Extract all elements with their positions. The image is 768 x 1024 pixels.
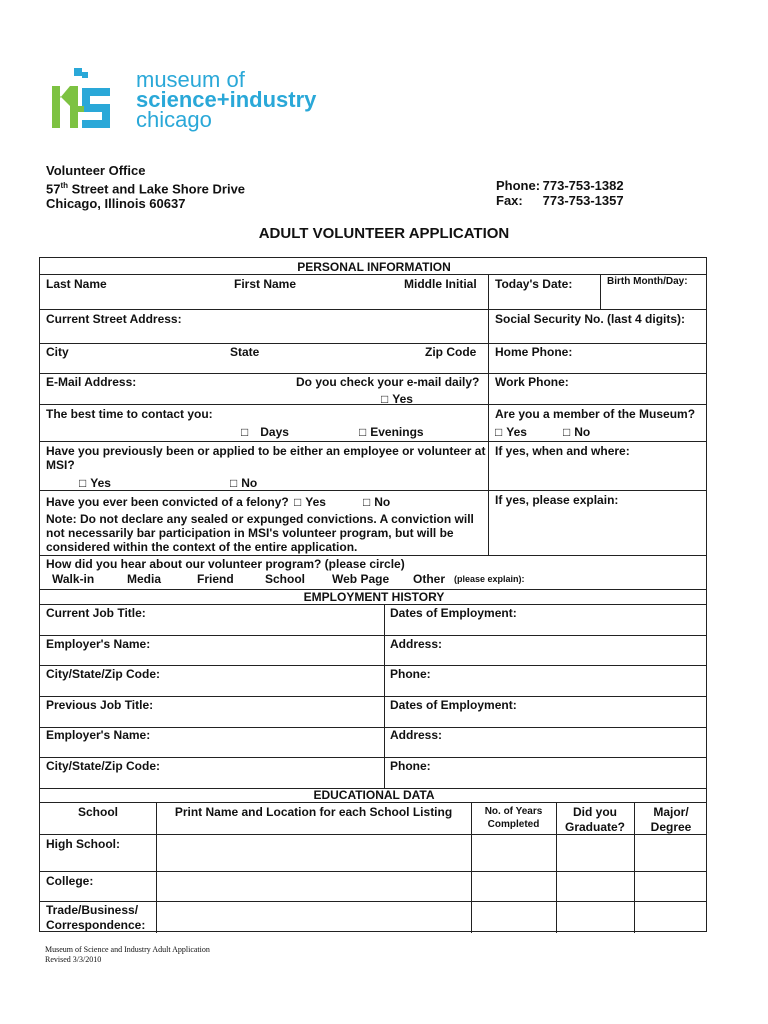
education-header: EDUCATIONAL DATA: [313, 788, 435, 802]
felony-yes[interactable]: □ Yes: [294, 495, 326, 509]
previous-no[interactable]: □ No: [230, 476, 258, 490]
please-explain-label: (please explain):: [454, 574, 525, 584]
work-phone-label: Work Phone:: [495, 375, 569, 389]
first-name-label: First Name: [234, 277, 297, 291]
ssn-label: Social Security No. (last 4 digits):: [495, 312, 686, 326]
when-where-label: If yes, when and where:: [495, 444, 630, 458]
personal-info-header: PERSONAL INFORMATION: [297, 260, 451, 274]
msi-logo-mark: [48, 66, 124, 134]
msi-logo-wordmark: [136, 67, 317, 132]
birth-label: Birth Month/Day:: [607, 276, 688, 287]
home-phone-label: Home Phone:: [495, 345, 573, 359]
previous-dates-label: Dates of Employment:: [390, 698, 517, 712]
office-city: Chicago, Illinois 60637: [46, 196, 186, 212]
office-street: 57th Street and Lake Shore Drive: [46, 181, 246, 197]
option-other[interactable]: Other: [413, 572, 446, 586]
email-daily-label: Do you check your e-mail daily?: [296, 375, 480, 389]
hear-about-label: How did you hear about our volunteer program? (please circle): [46, 557, 405, 571]
previous-job-label: Previous Job Title:: [46, 698, 154, 712]
option-walk-in[interactable]: Walk-in: [52, 572, 95, 586]
felony-label: Have you ever been convicted of a felony?: [46, 495, 289, 509]
city-label: City: [46, 345, 69, 359]
logo-line-1: museum of: [136, 67, 245, 92]
high-school-label: High School:: [46, 837, 120, 851]
best-time-days[interactable]: □ Days: [241, 425, 289, 439]
felony-no[interactable]: □ No: [363, 495, 391, 509]
previous-phone-label: Phone:: [390, 759, 431, 773]
member-label: Are you a member of the Museum?: [495, 407, 696, 421]
middle-initial-label: Middle Initial: [404, 277, 477, 291]
office-contact: [496, 178, 624, 208]
previous-employer-label: Employer's Name:: [46, 728, 151, 742]
office-name: Volunteer Office: [46, 163, 146, 178]
application-form: [39, 257, 707, 932]
option-media[interactable]: Media: [127, 572, 162, 586]
member-no[interactable]: □ No: [563, 425, 591, 439]
col-school: School: [77, 805, 118, 819]
previous-city-label: City/State/Zip Code:: [46, 759, 161, 773]
state-label: State: [230, 345, 260, 359]
previous-yes[interactable]: □ Yes: [79, 476, 111, 490]
email-daily-yes[interactable]: □ Yes: [381, 392, 413, 406]
email-label: E-Mail Address:: [46, 375, 137, 389]
zip-label: Zip Code: [425, 345, 477, 359]
document-title: ADULT VOLUNTEER APPLICATION: [258, 225, 510, 242]
current-address-label: Address:: [390, 637, 443, 651]
current-dates-label: Dates of Employment:: [390, 606, 517, 620]
felony-note: Note: Do not declare any sealed or expunged convictions. A conviction will not necessarily bar participation in MSI's volunteer program, but will be considered within the context of the entire application.: [46, 512, 474, 554]
option-web-page[interactable]: Web Page: [332, 572, 390, 586]
best-time-evenings[interactable]: □ Evenings: [359, 425, 424, 439]
street-address-label: Current Street Address:: [46, 312, 182, 326]
todays-date-label: Today's Date:: [495, 277, 573, 291]
current-city-label: City/State/Zip Code:: [46, 667, 161, 681]
current-employer-label: Employer's Name:: [46, 637, 151, 651]
office-phone: Phone: 773-753-1382: [496, 178, 624, 193]
office-address: [46, 163, 245, 211]
current-job-label: Current Job Title:: [46, 606, 146, 620]
office-fax: Fax: 773-753-1357: [496, 193, 624, 208]
footer-line-1: Museum of Science and Industry Adult Application: [45, 945, 210, 954]
logo-line-2: science+industry: [136, 87, 317, 112]
footer: [45, 945, 210, 965]
col-years: No. of Years Completed: [484, 806, 543, 830]
trade-label: Trade/Business/ Correspondence:: [46, 903, 146, 932]
last-name-label: Last Name: [46, 277, 107, 291]
employment-header: EMPLOYMENT HISTORY: [303, 590, 445, 604]
member-yes[interactable]: □ Yes: [495, 425, 527, 439]
option-school[interactable]: School: [265, 572, 306, 586]
col-graduate: Did you Graduate?: [564, 805, 625, 834]
previous-applied-label: Have you previously been or applied to be either an employee or volunteer at MSI?: [46, 444, 486, 472]
logo-line-3: chicago: [136, 107, 212, 132]
felony-explain-label: If yes, please explain:: [495, 493, 619, 507]
footer-line-2: Revised 3/3/2010: [45, 955, 102, 964]
previous-address-label: Address:: [390, 728, 443, 742]
best-time-label: The best time to contact you:: [46, 407, 213, 421]
col-print-name: Print Name and Location for each School Listing: [174, 805, 453, 819]
col-major: Major/ Degree: [650, 805, 692, 834]
current-phone-label: Phone:: [390, 667, 431, 681]
college-label: College:: [46, 874, 94, 888]
option-friend[interactable]: Friend: [197, 572, 234, 586]
